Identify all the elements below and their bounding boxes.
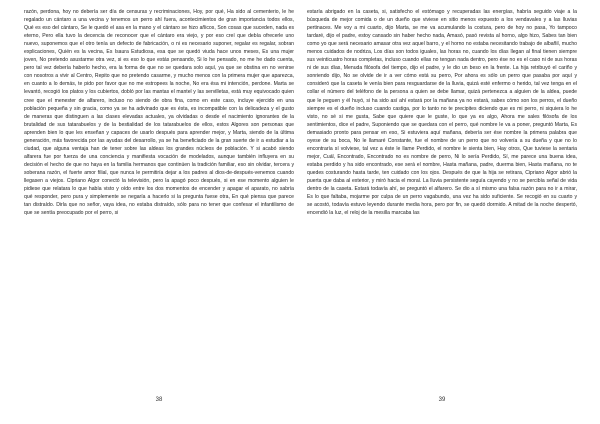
right-page [307,8,577,403]
left-page-number: 38 [155,397,163,403]
right-page-number: 39 [438,397,446,403]
left-page [24,8,294,403]
right-page-text: estaría abrigado en la caseta, si, satisfecho el estómago y recuperadas las energías, habría seguido viaje a la búsqueda de mejor comida o de un dueño que viviese en sitio menos expuesto a los vendavales y a las lluvias pertinaces. Me voy a mi cuarto, dijo Marta, se me va acumulando la costura, pero de hoy no pasa, Yo tampoco tardaré, dijo el padre, estoy cansado sin haber hecho nada, Amasó, pasó revista al horno, algo hizo, Sabes tan bien como yo que será necesario amasar otra vez aquel barro, y el horno no estaba necesitando trabajo de albañil, mucho menos cuidados de nodriza, Los días son todos iguales, las horas no, cuando los días llegan al final tienen siempre sus veinticuatro horas completas, incluso cuando ellas no tengan nada dentro, pero ése no es el caso ni de sus horas ni de sus días, Menuda filósofa del tiempo, dijo el padre, y le dio un beso en la frente. La hija retribuyó el cariño y sonriendo dijo, No se olvide de ir a ver cómo está su perro, Por ahora es sólo un perro que pasaba por aquí y consideró que la caseta le venía bien para resguardarse de la lluvia, quizá esté enfermo o herido, tal vez tenga en el collar el número del teléfono de la persona a quien se debe llamar, quizá pertenezca a alguien de la aldea, puede que le peguen y él huyó, si ha sido así ahí estará por la mañana ya no estará, sabes cómo son los perros, el dueño siempre es el dueño incluso cuando castiga, por lo tanto no te precipites diciendo que es mi perro, ni siquiera lo he visto, no sé si me gusta, Sabe que quiere que le guste, lo que ya es algo, Ahora me sales filósofa de los sentimientos, dice el padre, Suponiendo que se quedara con el perro, qué nombre le va a poner, preguntó Marta, Es demasiado pronto para pensar en eso, Si estuviera aquí mañana, debería ser ése nombre la primera palabra que oyese de su boca, No le llamaré Constante, fue el nombre de un perro que no volvería a su dueña y que no lo encontraría sí volviese, tal vez a éste le llame Perdido, el nombre le sienta bien, Hay otros, Que tuviese la sentaria mejor, Cuál, Encontrado, Encontrado no es nombre de perro, Ni lo sería Perdido, Sí, me parece una buena idea, estaba perdido y ha sido encontrado, ese será el nombre, Hasta mañana, padre, duerma bien, Hasta mañana, no te quedes costurando hasta tarde, ten cuidado con los ojos. Después de que la hija se retirara, Cipriano Algor abrió la puerta que daba al exterior, y miró hacia el moral. La lluvia persistente seguía cayendo y no se percibía señal de vida dentro de la caseta. Estará todavía ahí, se preguntó el alfarero. Se dio a sí mismo una falsa razón para no ir a mirar, Es lo que faltaba, mojarme por culpa de un perro vagabundo, una vez ha sido suficiente. Se recogió en su cuarto y se acostó, todavía estuvo leyendo durante media hora, pero por fin, se quedó dormido. A mitad de la noche despertó, encendió la luz, el reloj de la mesilla marcaba las [307,9,577,217]
left-page-text: razón, perdona, hoy no debería ser día de censuras y recriminaciones, Hoy, por qué, Ha sido al cementerio, le he regalado un cántaro a una vecina y tenemos un perro ahí fuera, acontecimientos de gran importancia todos ellos, Qué es eso del cántaro, Se le quedó el asa en la mano y el cántaro se hizo añicos, Son cosas que suceden, nada es eterno, Pero ella tuvo la decencia de reconocer que el cántaro era viejo, y por eso creí que debía ofrecerle uno nuevo, suponemos que el otro tenía un defecto de fabricación, o ni es necesario suponer, regalar es regalar, sobran explicaciones, Quién es la vecina, Es Isaura Estudiosa, esa que se quedó viuda hace unos meses, Es una mujer joven, No pretendo asustarme otra vez, si es eso lo que estás pensando, Si lo he pensado, no me he dado cuenta, pero tal vez debería haberlo hecho, era la forma de que no se quedara solo aquí, ya que se obstina en no venirse con nosotros a vivir al Centro, Repito que no pretendo casarme, y mucho menos con la primera mujer que aparezca, en cuanto a lo demás, te pido por favor que no me estropees la noche, No era ésa mi intención, perdone. Marta se levantó, recogió los platos y los cubiertos, dobló por las mantas el mantel y las servilletas, está muy equivocado quien cree que el menester de alfarero, incluso no siendo de obra fina, como en este caso, incluye ejercido en una población pequeña y sin gracia, como ya se ha adivinado que es ésta, es incompatible con la delicadeza y el gusto de maneras que distinguen a las clases elevadas actuales, ya olvidadas o desde el nacimiento ignorantes de la brutalidad de sus tatarabuelos y de la bestialidad de los tatarabuelos de ellos, estos Algores son personas que aprenden bien lo que les enseñan y capaces de usarlo después para aprender mejor, y Marta, siendo de la última generación, más favorecida por las ayudas del desarrollo, ya se ha beneficiado de la gran suerte de ir a estudiar a la ciudad, que alguna ventaja han de tener sobre las aldeas los grandes núcleos de población. Y si acabó siendo alfarera fue por fuerza de una conciencia y manifiesta vocación de modelados, aunque también influyera en su decisión el hecho de que no haya en la familia hermanos que continúen la tradición familiar, eso sin olvidar, tercera y soberana razón, el fuerte amor filial, que nunca le permitiría dejar a los padres al dios-de-después-venemos cuando llegasen a viejos. Cipriano Algor conectó la televisión, pero la apagó poco después, si en ese momento alguien le pidiese que relatara lo que había visto y oído entre los dos momentos de encender y apagar el aparato, no sabría qué responder, pero pura y simplemente se negaría a hacerlo si la pregunta fuese otra, En qué piensa que parece tan distraído. Dirla que no señor, vaya idea, no estaba distraído, sólo para no tener que confesar el infantilismo de que se sentía preocupado por el perro, si [24,9,294,217]
